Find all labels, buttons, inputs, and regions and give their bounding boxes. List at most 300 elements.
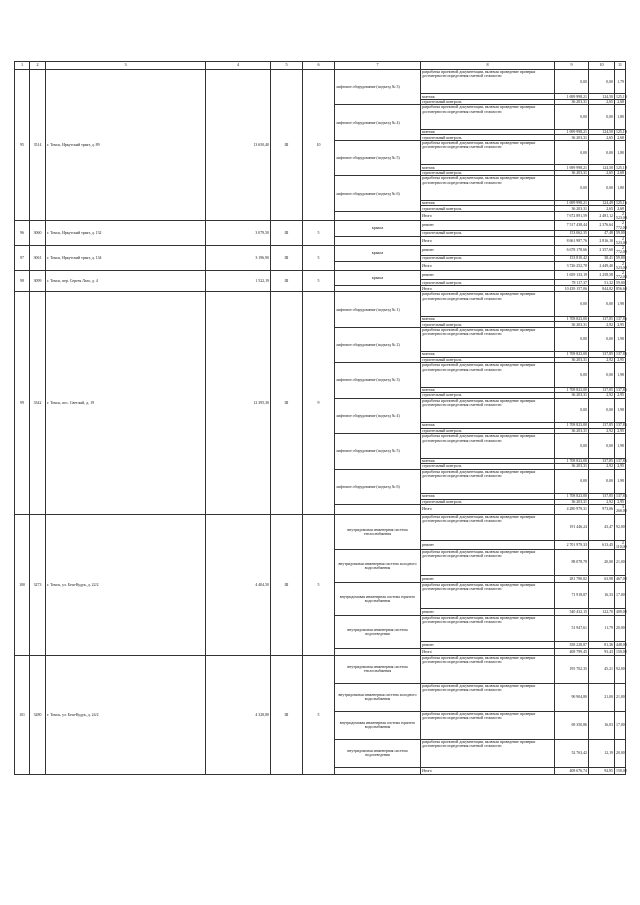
- building-number: 98: [15, 270, 30, 291]
- unit-cost-value: 2 449,40: [589, 261, 615, 270]
- limit-cost-value: 125,19: [616, 165, 627, 170]
- work-stage-supervision: строительный контроль: [421, 99, 555, 105]
- limit-cost-value: 21,00: [615, 550, 626, 576]
- column-header: 6: [303, 62, 335, 70]
- cost-value: 4 280 979,31: [555, 505, 589, 514]
- unit-cost-value: 0,00: [589, 327, 615, 351]
- unit-cost-value: 0,00: [589, 292, 615, 316]
- work-stage-repair: ремонт: [421, 576, 555, 583]
- cost-value: 1 708 823,00: [555, 494, 589, 500]
- cost-value: 3 726 252,78: [555, 261, 589, 270]
- work-stage-repair: ремонт: [421, 246, 555, 255]
- column-header: 11: [615, 62, 626, 70]
- limit-cost-value: 1,80: [615, 105, 626, 129]
- total-label: Итого: [421, 505, 555, 514]
- limit-cost-value: 59,00: [616, 280, 625, 285]
- building-address: г. Томск, Иркутский тракт, д. 89: [46, 70, 206, 221]
- work-type: внутридомовая инженерная система холодного водоснабжения: [335, 550, 421, 583]
- building-id: 3280: [30, 655, 46, 774]
- unit-cost-value: 0,00: [589, 105, 615, 129]
- cost-value: 36 203,31: [555, 393, 589, 399]
- work-type: [335, 767, 421, 774]
- work-type: лифтовое оборудование (подъезд № 2): [335, 327, 421, 362]
- limit-cost-value: 2 110,00: [616, 540, 627, 549]
- cost-value: 1 708 823,00: [555, 316, 589, 322]
- work-type: [335, 236, 421, 245]
- work-stage-supervision: строительный контроль: [421, 206, 555, 212]
- limit-cost-value: 448,00: [616, 642, 627, 647]
- work-stage-design: разработка проектной документации, включая проведение проверки достоверности определения сметной стоимости: [421, 140, 555, 164]
- building-category: Ш: [271, 514, 303, 655]
- cost-value: 10 439 157,06: [555, 286, 589, 292]
- table-row: [15, 292, 626, 316]
- cost-value: 36 203,31: [555, 357, 589, 363]
- cost-value: 6 678 178,66: [555, 246, 589, 255]
- work-type: крыша: [335, 270, 421, 285]
- limit-cost-value: 125,19: [616, 94, 627, 99]
- building-floors: 9: [303, 292, 335, 514]
- work-stage-install: монтаж: [421, 316, 555, 322]
- unit-cost-value: 137,85: [589, 387, 615, 393]
- work-stage-design: разработка проектной документации, включая проведение проверки достоверности определения сметной стоимости: [421, 434, 555, 458]
- cost-value: 0,00: [555, 105, 589, 129]
- unit-cost-value: 20,00: [589, 550, 615, 576]
- unit-cost-value: 2,92: [589, 499, 615, 505]
- work-stage-supervision: строительный контроль: [421, 393, 555, 399]
- building-category: Ш: [271, 246, 303, 271]
- cost-value: 2 701 979,33: [555, 540, 589, 549]
- unit-cost-value: 16,33: [589, 583, 615, 609]
- limit-cost-value: 2 772,00: [616, 221, 627, 230]
- limit-cost-value: 21,00: [615, 683, 626, 711]
- cost-value: 36 203,31: [555, 322, 589, 328]
- building-id: 3273: [30, 514, 46, 655]
- unit-cost-value: 124,49: [589, 200, 615, 206]
- unit-cost-value: 51,32: [589, 280, 615, 286]
- limit-cost-value: 3 260,00: [616, 505, 627, 514]
- column-header: 1: [15, 62, 30, 70]
- unit-cost-value: 2,92: [589, 393, 615, 399]
- unit-cost-value: 2,65: [589, 170, 615, 176]
- work-type: крыша: [335, 246, 421, 261]
- limit-cost-value: 20,00: [615, 616, 626, 642]
- table-row: [15, 514, 626, 540]
- unit-cost-value: 81,36: [589, 642, 615, 649]
- work-stage-supervision: строительный контроль: [421, 464, 555, 470]
- cost-value: 1 708 823,00: [555, 458, 589, 464]
- work-type: лифтовое оборудование (подъезд № 4): [335, 105, 421, 140]
- limit-cost-value: 92,00: [615, 514, 626, 540]
- cost-value: 0,00: [555, 70, 589, 94]
- limit-cost-value: 137,85: [616, 423, 627, 428]
- unit-cost-value: 124,50: [589, 165, 615, 171]
- unit-cost-value: 0,00: [589, 70, 615, 94]
- unit-cost-value: 38,41: [589, 255, 615, 261]
- unit-cost-value: 0,00: [589, 363, 615, 387]
- cost-value: 36 203,31: [555, 428, 589, 434]
- limit-cost-value: 2,95: [615, 393, 626, 399]
- table-row: [15, 221, 626, 230]
- cost-value: 1 659 133,19: [555, 270, 589, 279]
- limit-cost-value: 409,00: [616, 609, 627, 614]
- cost-value: 36 203,31: [555, 170, 589, 176]
- work-stage-design: разработка проектной документации, включая проведение проверки достоверности определения сметной стоимости: [421, 292, 555, 316]
- unit-cost-value: 2,92: [589, 322, 615, 328]
- building-address: г. Томск, Иркутский тракт, д. 134: [46, 246, 206, 271]
- column-header: 9: [555, 62, 589, 70]
- table-row: [15, 270, 626, 279]
- cost-value: 0,00: [555, 140, 589, 164]
- unit-cost-value: 21,00: [589, 683, 615, 711]
- work-stage-supervision: строительный контроль: [421, 230, 555, 236]
- building-id: 3060: [30, 221, 46, 246]
- work-stage-design: разработка проектной документации, включая проведение проверки достоверности определения сметной стоимости: [421, 583, 555, 609]
- building-address: г. Томск, пер. Сергея Лазо, д. 4: [46, 270, 206, 291]
- building-floors: 5: [303, 514, 335, 655]
- limit-cost-value: 137,85: [616, 387, 627, 392]
- building-floors: 5: [303, 655, 335, 774]
- unit-cost-value: 0,00: [589, 398, 615, 422]
- work-type: внутридомовая инженерная система теплоснабжения: [335, 655, 421, 683]
- building-address: г. Томск, ул. Беш-Кудук, д. 24/2: [46, 655, 206, 774]
- work-type: [335, 261, 421, 270]
- unit-cost-value: 63,98: [589, 576, 615, 583]
- limit-cost-value: 1,80: [615, 176, 626, 200]
- cost-value: 52 763,42: [555, 739, 589, 767]
- unit-cost-value: 137,85: [589, 352, 615, 358]
- unit-cost-value: 2,65: [589, 99, 615, 105]
- limit-cost-value: 1,98: [615, 363, 626, 387]
- work-stage-install: монтаж: [421, 129, 555, 135]
- cost-value: 1 708 823,00: [555, 423, 589, 429]
- work-stage-design: разработка проектной документации, включая проведение проверки достоверности определения сметной стоимости: [421, 327, 555, 351]
- limit-cost-value: 137,86: [616, 316, 627, 321]
- building-category: Ш: [271, 655, 303, 774]
- cost-value: 191 446,24: [555, 514, 589, 540]
- total-label: Итого: [421, 236, 555, 245]
- limit-cost-value: 2 523,00: [616, 211, 627, 221]
- building-floors: 10: [303, 70, 335, 221]
- work-stage-supervision: строительный контроль: [421, 499, 555, 505]
- unit-cost-value: 2 258,58: [589, 270, 615, 279]
- unit-cost-value: 0,00: [589, 434, 615, 458]
- building-area: 3 079,50: [206, 221, 271, 246]
- column-header: 10: [589, 62, 615, 70]
- column-header: 8: [421, 62, 555, 70]
- work-stage-design: разработка проектной документации, включая проведение проверки достоверности определения сметной стоимости: [421, 514, 555, 540]
- work-stage-design: разработка проектной документации, включая проведение проверки достоверности определения сметной стоимости: [421, 616, 555, 642]
- work-stage-design: разработка проектной документации, включая проведение проверки достоверности определения сметной стоимости: [421, 105, 555, 129]
- work-type: крыша: [335, 221, 421, 236]
- cost-value: 7 672 891,59: [555, 211, 589, 220]
- limit-cost-value: 137,85: [616, 352, 627, 357]
- unit-cost-value: 45,21: [589, 655, 615, 683]
- limit-cost-value: 2,68: [615, 135, 626, 141]
- column-header: 2: [30, 62, 46, 70]
- building-category: Ш: [271, 221, 303, 246]
- limit-cost-value: 59,00: [616, 231, 625, 236]
- unit-cost-value: 2,92: [589, 464, 615, 470]
- limit-cost-value: 1,98: [615, 327, 626, 351]
- limit-cost-value: 1,98: [615, 469, 626, 493]
- unit-cost-value: 0,00: [589, 469, 615, 493]
- column-header: 3: [46, 62, 206, 70]
- unit-cost-value: 122,70: [589, 609, 615, 616]
- building-category: Ш: [271, 270, 303, 291]
- work-stage-install: монтаж: [421, 494, 555, 500]
- unit-cost-value: 124,50: [589, 129, 615, 135]
- building-number: 97: [15, 246, 30, 271]
- work-stage-install: монтаж: [421, 352, 555, 358]
- work-stage-design: разработка проектной документации, включая проведение проверки достоверности определения сметной стоимости: [421, 363, 555, 387]
- cost-value: 8 661 987,76: [555, 236, 589, 245]
- work-stage-supervision: строительный контроль: [421, 170, 555, 176]
- work-type: лифтовое оборудование (подъезд № 5): [335, 434, 421, 469]
- limit-cost-value: 17,00: [615, 583, 626, 609]
- cost-value: 51 947,61: [555, 616, 589, 642]
- work-stage-install: монтаж: [421, 165, 555, 171]
- work-type: лифтовое оборудование (подъезд № 4): [335, 398, 421, 433]
- register-page: [14, 61, 625, 775]
- building-number: 99: [15, 292, 30, 514]
- work-type: внутридомовая инженерная система теплоснабжения: [335, 514, 421, 549]
- total-label: Итого: [421, 767, 555, 774]
- cost-value: 195 702,35: [555, 655, 589, 683]
- limit-cost-value: 125,16: [616, 200, 627, 205]
- limit-cost-value: 2,68: [615, 170, 626, 176]
- work-stage-supervision: строительный контроль: [421, 280, 555, 286]
- work-type: лифтовое оборудование (подъезд № 3): [335, 70, 421, 105]
- total-label: Итого: [421, 649, 555, 656]
- limit-cost-value: 125,19: [616, 130, 627, 135]
- work-type: внутридомовая инженерная система холодного водоснабжения: [335, 683, 421, 711]
- building-area: 4 404,50: [206, 514, 271, 655]
- unit-cost-value: 844,82: [589, 286, 615, 292]
- unit-cost-value: 2 816,10: [589, 236, 615, 245]
- limit-cost-value: 59,00: [616, 255, 625, 260]
- building-category: Ш: [271, 70, 303, 221]
- unit-cost-value: 973,06: [589, 505, 615, 514]
- work-stage-supervision: строительный контроль: [421, 322, 555, 328]
- building-floors: 5: [303, 246, 335, 271]
- unit-cost-value: 47,48: [589, 230, 615, 236]
- limit-cost-value: 856,60: [616, 286, 627, 291]
- limit-cost-value: 1,80: [615, 140, 626, 164]
- cost-value: 1 708 823,00: [555, 352, 589, 358]
- building-area: 3 196,90: [206, 246, 271, 271]
- unit-cost-value: 2,92: [589, 428, 615, 434]
- limit-cost-value: 2,95: [615, 499, 626, 505]
- limit-cost-value: 2,95: [615, 322, 626, 328]
- cost-value: 1 699 998,21: [555, 129, 589, 135]
- unit-cost-value: 137,85: [589, 494, 615, 500]
- limit-cost-value: 17,00: [615, 711, 626, 739]
- unit-cost-value: 613,45: [589, 540, 615, 549]
- unit-cost-value: 137,85: [589, 423, 615, 429]
- limit-cost-value: 2,95: [615, 428, 626, 434]
- cost-value: 36 203,31: [555, 499, 589, 505]
- limit-cost-value: 2 523,00: [616, 261, 627, 270]
- unit-cost-value: 0,00: [589, 176, 615, 200]
- work-stage-supervision: строительный контроль: [421, 357, 555, 363]
- building-area: 1 522,19: [206, 270, 271, 291]
- building-number: 101: [15, 655, 30, 774]
- work-type: внутридомовая инженерная система водоотведения: [335, 739, 421, 767]
- total-label: Итого: [421, 211, 555, 220]
- limit-cost-value: 137,85: [616, 458, 627, 463]
- work-type: лифтовое оборудование (подъезд № 3): [335, 363, 421, 398]
- cost-value: 0,00: [555, 398, 589, 422]
- cost-value: 358 228,87: [555, 642, 589, 649]
- work-stage-install: монтаж: [421, 387, 555, 393]
- building-floors: 5: [303, 270, 335, 291]
- work-type: внутридомовая инженерная система водоотведения: [335, 616, 421, 649]
- limit-cost-value: 2 772,00: [616, 246, 627, 255]
- cost-value: 36 203,31: [555, 135, 589, 141]
- work-stage-design: разработка проектной документации, включая проведение проверки достоверности определения сметной стоимости: [421, 70, 555, 94]
- cost-value: 78 117,37: [555, 280, 589, 286]
- column-header: 7: [335, 62, 421, 70]
- work-stage-design: разработка проектной документации, включая проведение проверки достоверности определения сметной стоимости: [421, 469, 555, 493]
- cost-value: 281 790,82: [555, 576, 589, 583]
- limit-cost-value: 2,68: [615, 206, 626, 212]
- work-stage-install: монтаж: [421, 94, 555, 100]
- building-area: 13 650,40: [206, 70, 271, 221]
- work-type: [335, 211, 421, 220]
- column-header: 4: [206, 62, 271, 70]
- building-floors: 5: [303, 221, 335, 246]
- limit-cost-value: 1,98: [615, 434, 626, 458]
- building-address: г. Томск, Иркутский тракт, д. 132: [46, 221, 206, 246]
- limit-cost-value: 2 772,00: [616, 270, 627, 280]
- unit-cost-value: 94,85: [589, 767, 615, 774]
- cost-value: 71 918,87: [555, 583, 589, 609]
- table-row: [15, 70, 626, 94]
- cost-value: 0,00: [555, 176, 589, 200]
- work-stage-install: монтаж: [421, 458, 555, 464]
- building-category: Ш: [271, 292, 303, 514]
- unit-cost-value: 137,85: [589, 458, 615, 464]
- cost-value: 1 699 998,21: [555, 94, 589, 100]
- work-stage-repair: ремонт: [421, 540, 555, 549]
- limit-cost-value: 2 523,00: [616, 236, 627, 245]
- cost-value: 36 203,31: [555, 464, 589, 470]
- cost-value: 0,00: [555, 327, 589, 351]
- unit-cost-value: 2,65: [589, 135, 615, 141]
- cost-value: 0,00: [555, 469, 589, 493]
- work-type: лифтовое оборудование (подъезд № 6): [335, 469, 421, 504]
- cost-value: 1 699 998,21: [555, 165, 589, 171]
- cost-value: 408 676,74: [555, 767, 589, 774]
- capital-repair-table: [14, 61, 626, 775]
- cost-value: 1 699 998,21: [555, 200, 589, 206]
- building-number: 95: [15, 70, 30, 221]
- cost-value: 153 062,35: [555, 230, 589, 236]
- unit-cost-value: 2,65: [589, 206, 615, 212]
- limit-cost-value: 150,00: [616, 649, 627, 654]
- limit-cost-value: 2,95: [615, 357, 626, 363]
- building-id: 3342: [30, 292, 46, 514]
- cost-value: 153 810,42: [555, 255, 589, 261]
- limit-cost-value: 92,00: [615, 655, 626, 683]
- cost-value: 1 708 823,00: [555, 387, 589, 393]
- work-type: внутридомовая инженерная система горячего водоснабжения: [335, 711, 421, 739]
- work-stage-design: разработка проектной документации, включая проведение проверки достоверности определения сметной стоимости: [421, 176, 555, 200]
- unit-cost-value: 12,19: [589, 739, 615, 767]
- building-address: г. Томск, пос. Светлый, д. 19: [46, 292, 206, 514]
- unit-cost-value: 16,03: [589, 711, 615, 739]
- unit-cost-value: 2 357,60: [589, 246, 615, 255]
- header-row: [15, 62, 626, 70]
- work-type: [335, 649, 421, 656]
- column-header: 5: [271, 62, 303, 70]
- table-row: [15, 246, 626, 255]
- unit-cost-value: 2 376,64: [589, 221, 615, 230]
- limit-cost-value: 467,00: [616, 576, 627, 581]
- cost-value: 88 078,78: [555, 550, 589, 576]
- work-stage-design: разработка проектной документации, включая проведение проверки достоверности определения сметной стоимости: [421, 655, 555, 683]
- work-stage-repair: ремонт: [421, 221, 555, 230]
- work-stage-install: монтаж: [421, 200, 555, 206]
- cost-value: 540 432,15: [555, 609, 589, 616]
- building-id: 3061: [30, 246, 46, 271]
- work-stage-supervision: строительный контроль: [421, 255, 555, 261]
- work-type: лифтовое оборудование (подъезд № 5): [335, 140, 421, 175]
- cost-value: 7 517 438,44: [555, 221, 589, 230]
- work-stage-design: разработка проектной документации, включая проведение проверки достоверности определения сметной стоимости: [421, 711, 555, 739]
- limit-cost-value: 1,79: [615, 70, 626, 94]
- work-type: лифтовое оборудование (подъезд № 1): [335, 292, 421, 327]
- limit-cost-value: 137,85: [616, 494, 627, 499]
- cost-value: 408 799,45: [555, 649, 589, 656]
- unit-cost-value: 124,50: [589, 94, 615, 100]
- work-stage-repair: ремонт: [421, 642, 555, 649]
- work-stage-supervision: строительный контроль: [421, 428, 555, 434]
- limit-cost-value: 150,00: [616, 768, 627, 773]
- work-stage-supervision: строительный контроль: [421, 135, 555, 141]
- unit-cost-value: 43,47: [589, 514, 615, 540]
- work-stage-repair: ремонт: [421, 270, 555, 279]
- building-number: 96: [15, 221, 30, 246]
- limit-cost-value: 20,00: [615, 739, 626, 767]
- cost-value: 69 350,86: [555, 711, 589, 739]
- cost-value: 0,00: [555, 434, 589, 458]
- cost-value: 0,00: [555, 292, 589, 316]
- unit-cost-value: 0,00: [589, 140, 615, 164]
- limit-cost-value: 2,95: [615, 464, 626, 470]
- total-label: Итого: [421, 261, 555, 270]
- building-id: 3514: [30, 70, 46, 221]
- limit-cost-value: 2,68: [615, 99, 626, 105]
- work-stage-design: разработка проектной документации, включая проведение проверки достоверности определения сметной стоимости: [421, 550, 555, 576]
- building-id: 3099: [30, 270, 46, 291]
- work-type: [335, 505, 421, 514]
- work-type: лифтовое оборудование (подъезд № 6): [335, 176, 421, 211]
- work-stage-design: разработка проектной документации, включая проведение проверки достоверности определения сметной стоимости: [421, 683, 555, 711]
- building-area: 4 328,80: [206, 655, 271, 774]
- cost-value: 36 203,31: [555, 99, 589, 105]
- building-number: 100: [15, 514, 30, 655]
- cost-value: 36 203,31: [555, 206, 589, 212]
- work-stage-repair: ремонт: [421, 609, 555, 616]
- unit-cost-value: 2,92: [589, 357, 615, 363]
- work-stage-install: монтаж: [421, 423, 555, 429]
- cost-value: 90 904,80: [555, 683, 589, 711]
- cost-value: 0,00: [555, 363, 589, 387]
- unit-cost-value: 137,85: [589, 316, 615, 322]
- limit-cost-value: 1,98: [615, 398, 626, 422]
- work-stage-design: разработка проектной документации, включая проведение проверки достоверности определения сметной стоимости: [421, 739, 555, 767]
